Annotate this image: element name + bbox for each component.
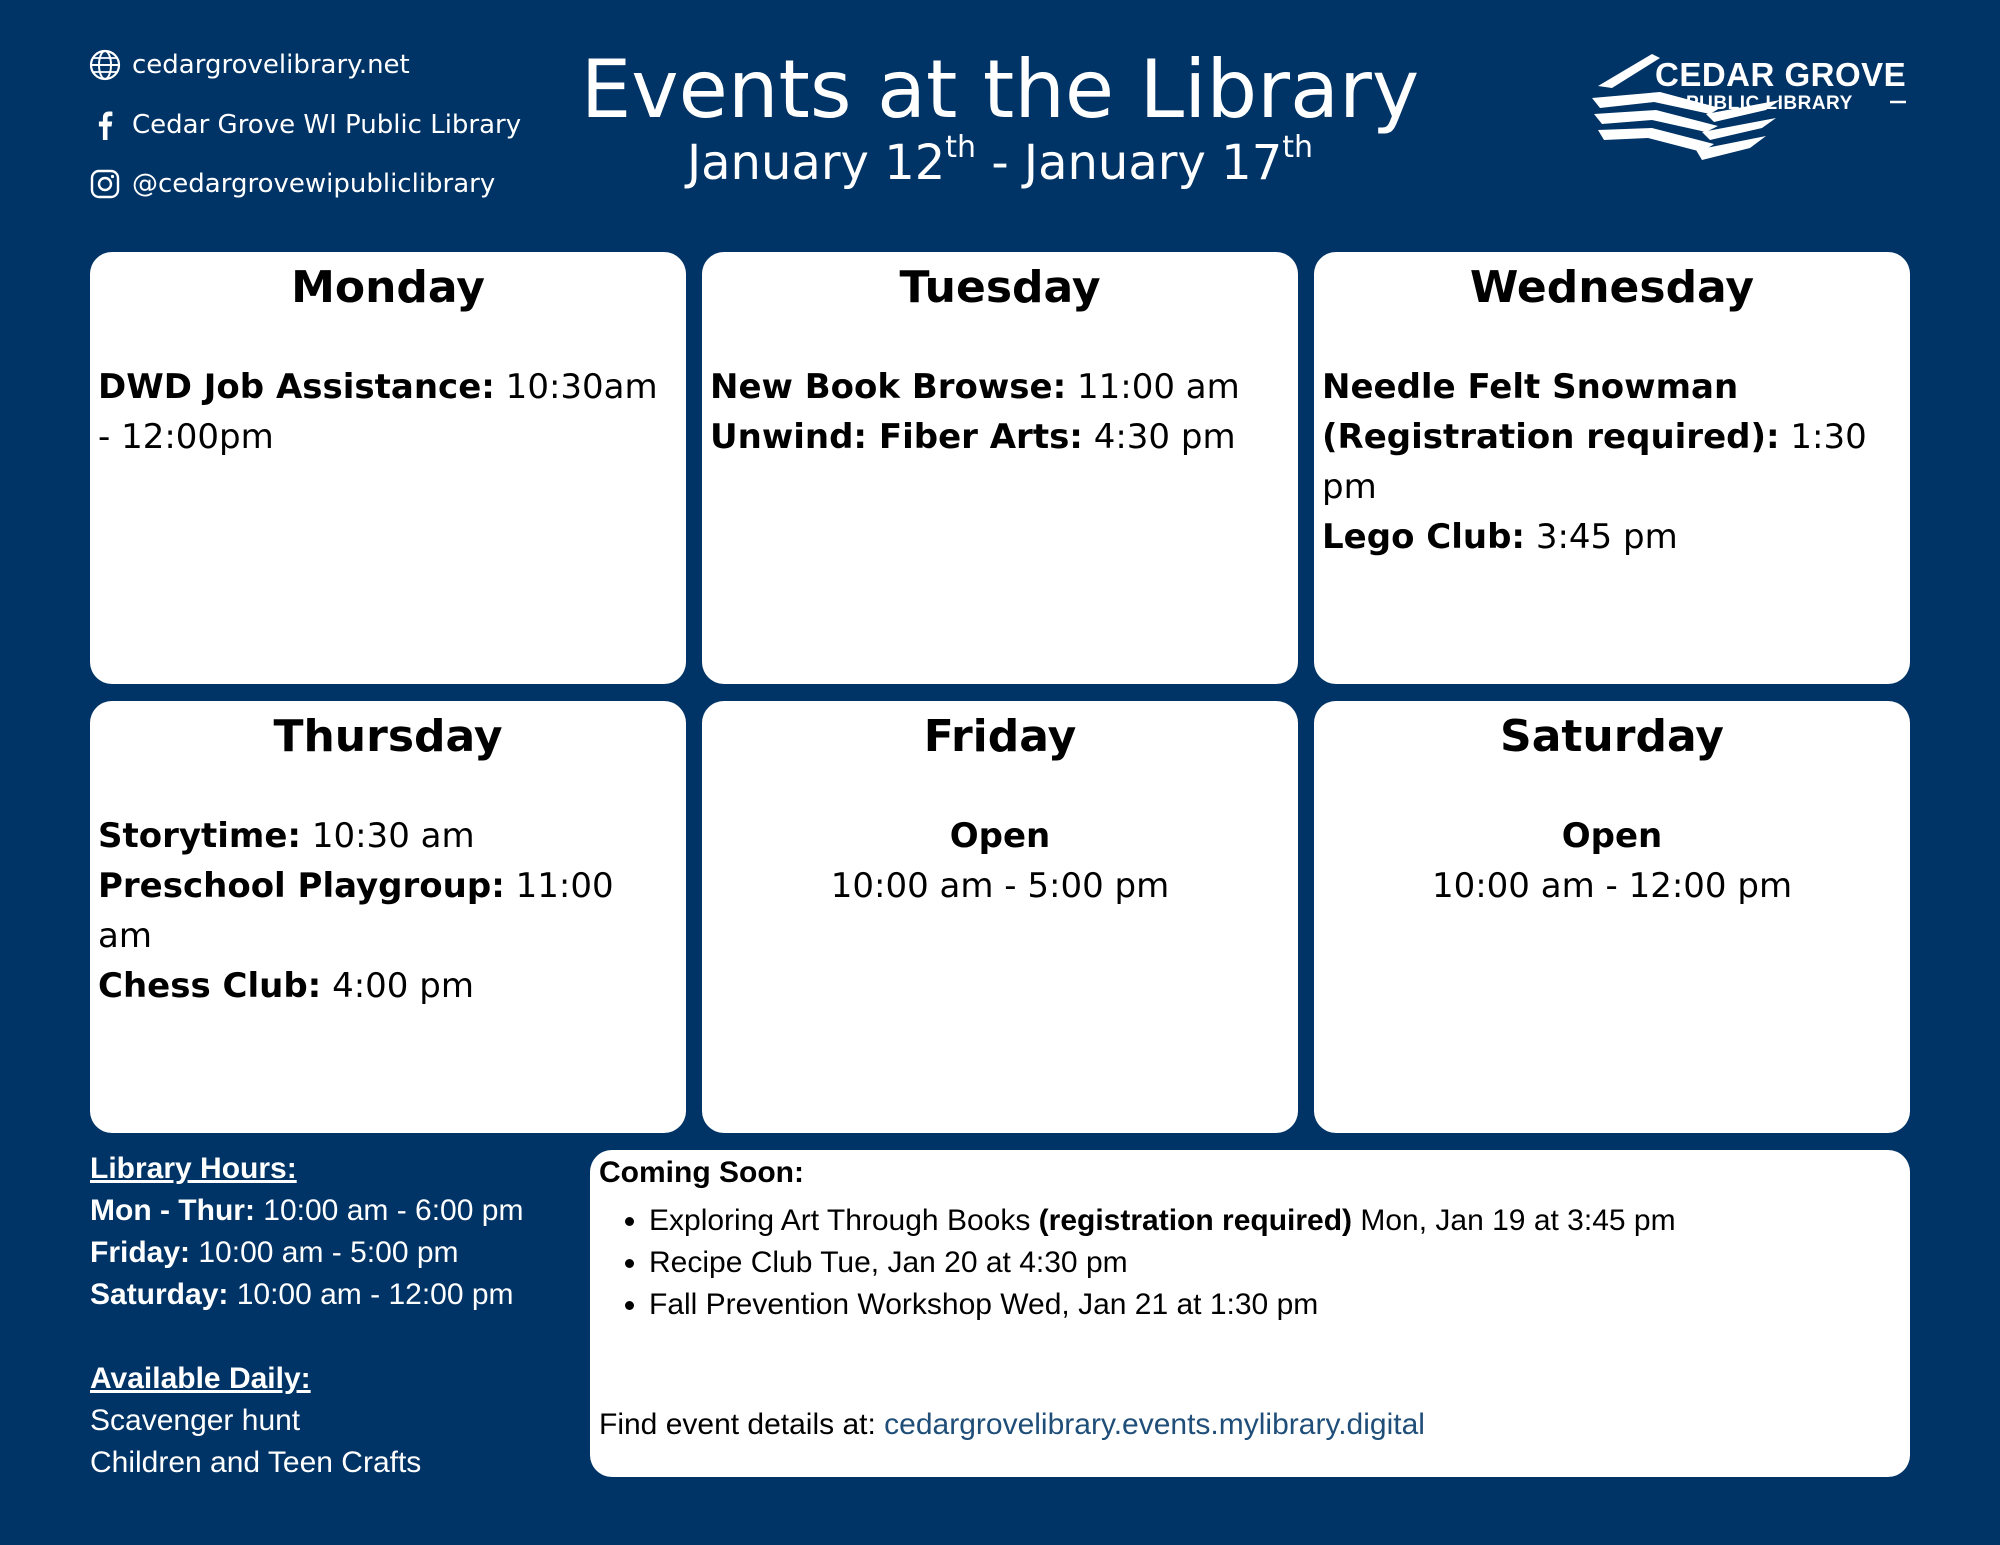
hours-label: Mon - Thur:: [90, 1194, 255, 1227]
hours-row: [90, 1232, 570, 1274]
event-item: [1322, 362, 1902, 512]
event-label: Lego Club:: [1322, 517, 1526, 557]
day-title: Tuesday: [899, 262, 1101, 313]
facebook-link[interactable]: [88, 108, 521, 142]
open-time: 10:00 am - 5:00 pm: [830, 866, 1170, 906]
list-item: [649, 1242, 1676, 1284]
day-title: Wednesday: [1469, 262, 1755, 313]
item-text: Recipe Club Tue, Jan 20 at 4:30 pm: [649, 1246, 1128, 1279]
day-card-thursday: [90, 701, 686, 1133]
event-list: [1322, 362, 1902, 562]
item-bold-text: (registration required): [1038, 1204, 1353, 1237]
event-item: [98, 861, 678, 961]
page-title: Events at the Library: [580, 43, 1420, 136]
open-time: 10:00 am - 12:00 pm: [1431, 866, 1793, 906]
library-hours-panel: [90, 1148, 570, 1484]
event-label: Storytime:: [98, 816, 302, 856]
event-time: 11:00 am: [1066, 367, 1240, 407]
library-logo: [1590, 52, 1910, 172]
instagram-icon: [88, 167, 122, 201]
event-item: [710, 362, 1290, 412]
day-card-saturday: [1314, 701, 1910, 1133]
event-time: 4:00 pm: [321, 966, 474, 1006]
event-item: [98, 961, 678, 1011]
day-card-friday: [702, 701, 1298, 1133]
coming-soon-list: [599, 1200, 1676, 1326]
event-item: [1322, 512, 1902, 562]
event-time: 4:30 pm: [1082, 417, 1236, 457]
event-item: [710, 412, 1290, 462]
date-range: [560, 130, 1440, 193]
hours-value: 10:00 am - 12:00 pm: [228, 1278, 514, 1311]
item-text-end: Mon, Jan 19 at 3:45 pm: [1352, 1204, 1676, 1237]
item-text: Fall Prevention Workshop Wed, Jan 21 at 1:30 pm: [649, 1288, 1319, 1321]
day-card-wednesday: [1314, 252, 1910, 684]
event-item: [98, 362, 678, 462]
date-end: January 17: [1023, 135, 1283, 191]
facebook-text: Cedar Grove WI Public Library: [132, 110, 522, 140]
event-label: Unwind: Fiber Arts:: [710, 417, 1083, 457]
hours-label: Friday:: [90, 1236, 191, 1269]
date-separator: -: [976, 135, 1024, 191]
day-title: Thursday: [273, 711, 503, 762]
event-label: Preschool Playgroup:: [98, 866, 505, 906]
hours-label: Saturday:: [90, 1278, 229, 1311]
coming-soon-heading: Coming Soon:: [599, 1156, 804, 1189]
logo-name: CEDAR GROVE: [1655, 56, 1907, 93]
event-details-line: [599, 1408, 1425, 1442]
event-time: 3:45 pm: [1525, 517, 1678, 557]
event-label: DWD Job Assistance:: [98, 367, 495, 407]
available-daily-item: Scavenger hunt: [90, 1404, 301, 1437]
coming-soon-panel: [590, 1150, 1910, 1477]
event-item: [98, 811, 678, 861]
open-status: Open: [949, 816, 1051, 856]
item-text: Exploring Art Through Books: [649, 1204, 1039, 1237]
day-card-tuesday: [702, 252, 1298, 684]
find-label: Find event details at:: [599, 1408, 885, 1441]
event-time: 11:00 am: [98, 866, 614, 956]
hours-row: [90, 1190, 570, 1232]
hours-value: 10:00 am - 5:00 pm: [190, 1236, 459, 1269]
event-list: [98, 362, 678, 462]
instagram-link[interactable]: [88, 167, 495, 201]
available-daily-heading: Available Daily:: [90, 1362, 311, 1395]
event-time: 1:30 pm: [1322, 417, 1867, 507]
hours-value: 10:00 am - 6:00 pm: [254, 1194, 524, 1227]
instagram-text: @cedargrovewipubliclibrary: [132, 169, 496, 199]
day-title: Friday: [923, 711, 1077, 762]
list-item: [649, 1200, 1676, 1242]
event-list: [710, 362, 1290, 462]
open-hours: [1314, 811, 1910, 911]
hours-row: [90, 1274, 570, 1316]
open-hours: [702, 811, 1298, 911]
event-label: Chess Club:: [98, 966, 322, 1006]
list-item: [649, 1284, 1676, 1326]
event-details-link[interactable]: cedargrovelibrary.events.mylibrary.digital: [884, 1408, 1425, 1441]
event-label: New Book Browse:: [710, 367, 1067, 407]
date-start-suffix: th: [945, 130, 977, 165]
event-time: 10:30am - 12:00pm: [98, 367, 658, 457]
date-end-suffix: th: [1282, 130, 1314, 165]
website-text: cedargrovelibrary.net: [132, 50, 410, 80]
globe-icon: [88, 48, 122, 82]
event-label: Needle Felt Snowman (Registration required):: [1322, 367, 1780, 457]
facebook-icon: [88, 108, 122, 142]
event-list: [98, 811, 678, 1011]
day-card-monday: [90, 252, 686, 684]
day-title: Saturday: [1500, 711, 1724, 762]
date-start: January 12: [686, 135, 946, 191]
day-title: Monday: [291, 262, 485, 313]
open-status: Open: [1561, 816, 1663, 856]
event-time: 10:30 am: [301, 816, 475, 856]
library-hours-heading: Library Hours:: [90, 1152, 297, 1185]
available-daily-item: Children and Teen Crafts: [90, 1446, 422, 1479]
logo-subtitle: PUBLIC LIBRARY: [1686, 93, 1853, 114]
website-link[interactable]: [88, 48, 410, 82]
